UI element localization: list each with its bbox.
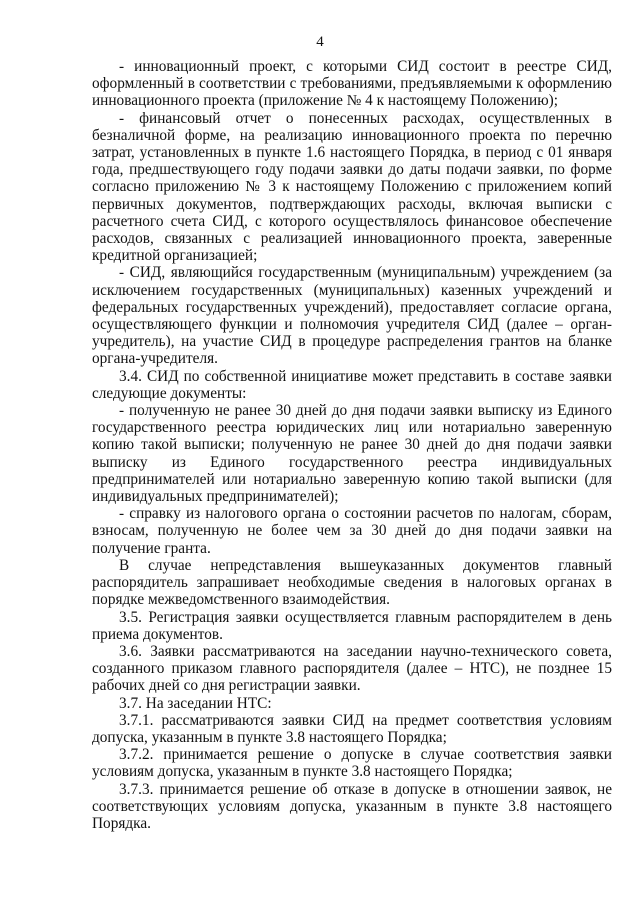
paragraph-3-4: 3.4. СИД по собственной инициативе может представить в составе заявки следующие документы: — [92, 367, 612, 402]
paragraph-3-5: 3.5. Регистрация заявки осуществляется главным распорядителем в день приема документов. — [92, 608, 612, 643]
paragraph-3-6: 3.6. Заявки рассматриваются на заседании научно-технического совета, созданного приказом главного распорядителя (далее – НТС), не позднее 15 рабочих дней со дня регистрации заявки. — [92, 642, 612, 695]
paragraph-3-7-2: 3.7.2. принимается решение о допуске в случае соответствия заявки условиям допуска, указанным в пункте 3.8 настоящего Порядка; — [92, 746, 612, 781]
document-body — [92, 58, 612, 832]
paragraph-financial-report: - финансовый отчет о понесенных расходах, осуществленных в безналичной форме, на реализацию инновационного проекта по перечню затрат, установленных в пункте 1.6 настоящего Порядка, в период с 01 января года, предшествующего году подачи заявки до даты подачи заявки, по форме согласно приложению № 3 к настоящему Положению с приложением копий первичных документов, подтверждающих расходы, включая выписки с расчетного счета СИД, с которого осуществлялось финансовое обеспечение расходов, связанных с реализацией инновационного проекта, заверенные кредитной организацией; — [92, 109, 612, 265]
paragraph-3-7-3: 3.7.3. принимается решение об отказе в допуске в отношении заявок, не соответствующих условиям допуска, указанным в пункте 3.8 настоящего Порядка. — [92, 780, 612, 832]
paragraph-registry-extract: - полученную не ранее 30 дней до дня подачи заявки выписку из Единого государственного реестра юридических лиц или нотариально заверенную копию такой выписки; полученную не ранее 30 дней до дня подачи заявки выписку из Единого государственного реестра индивидуальных предпринимателей или нотариально заверенную копию такой выписки (для индивидуальных предпринимателей); — [92, 402, 612, 506]
paragraph-3-7: 3.7. На заседании НТС: — [119, 694, 272, 712]
paragraph-3-7-1: 3.7.1. рассматриваются заявки СИД на предмет соответствия условиям допуска, указанным в пункте 3.8 настоящего Порядка; — [92, 711, 612, 746]
paragraph-innovation-project: - инновационный проект, с которыми СИД состоит в реестре СИД, оформленный в соответствии с требованиями, предъявляемыми к оформлению инновационного проекта (приложение № 4 к настоящему Положению); — [92, 58, 612, 110]
page-number: 4 — [316, 34, 324, 50]
paragraph-tax-certificate: - справку из налогового органа о состоянии расчетов по налогам, сборам, взносам, полученную не более чем за 30 дней до дня подачи заявки на получение гранта. — [92, 505, 612, 557]
paragraph-interagency-request: В случае непредставления вышеуказанных документов главный распорядитель запрашивает необходимые сведения в налоговых органах в порядке межведомственного взаимодействия. — [92, 556, 612, 609]
paragraph-state-institution-consent: - СИД, являющийся государственным (муниципальным) учреждением (за исключением государственных (муниципальных) казенных учреждений и федеральных государственных учреждений), предоставляет согласие органа, осуществляющего функции и полномочия учредителя СИД (далее – орган-учредитель), на участие СИД в процедуре распределения грантов на бланке органа-учредителя. — [92, 264, 612, 368]
